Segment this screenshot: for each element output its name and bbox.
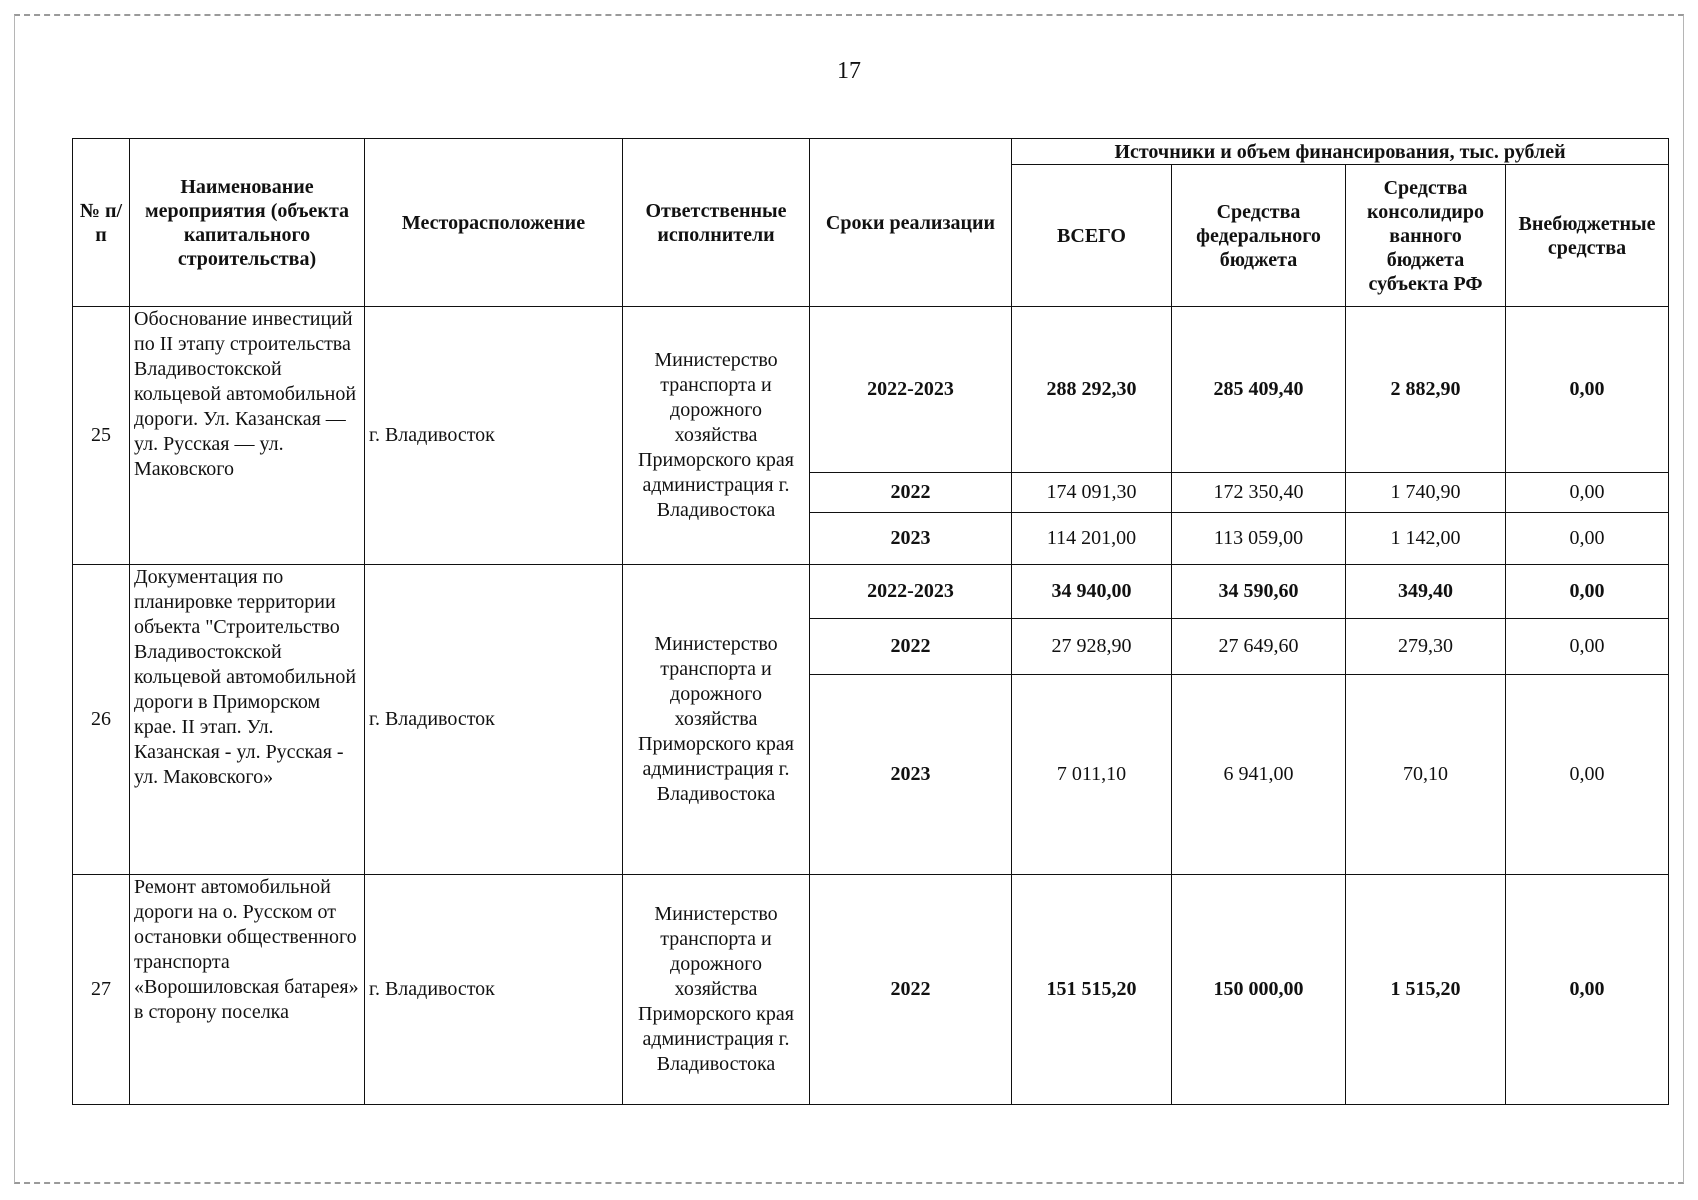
row-name: Ремонт автомобильной дороги на о. Русском от остановки общественного транспорта «Ворошиловская батарея» в сторону поселка — [130, 875, 365, 1105]
header-period: Сроки реализации — [810, 139, 1012, 307]
row-name: Документация по планировке территории объекта "Строительство Владивостокской кольцевой автомобильной дороги в Приморском крае. II этап. Ул. Казанская - ул. Русская - ул. Маковского» — [130, 565, 365, 875]
row-consolidated: 279,30 — [1346, 619, 1506, 675]
table-row — [73, 875, 1669, 1105]
row-period: 2023 — [810, 513, 1012, 565]
row-period: 2022 — [810, 875, 1012, 1105]
row-responsible: Министерство транспорта и дорожного хозяйства Приморского края администрация г. Владивостока — [623, 565, 810, 875]
row-name: Обоснование инвестиций по II этапу строительства Владивостокской кольцевой автомобильной дороги. Ул. Казанская — ул. Русская — ул. Маковского — [130, 307, 365, 565]
row-consolidated: 1 142,00 — [1346, 513, 1506, 565]
row-total: 34 940,00 — [1012, 565, 1172, 619]
table-row — [73, 565, 1669, 619]
row-extrabudget: 0,00 — [1506, 675, 1669, 875]
row-total: 7 011,10 — [1012, 675, 1172, 875]
row-period: 2022-2023 — [810, 307, 1012, 473]
row-extrabudget: 0,00 — [1506, 513, 1669, 565]
row-num: 25 — [73, 307, 130, 565]
row-extrabudget: 0,00 — [1506, 307, 1669, 473]
header-num: № п/п — [73, 139, 130, 307]
row-consolidated: 70,10 — [1346, 675, 1506, 875]
row-period: 2022 — [810, 473, 1012, 513]
row-total: 288 292,30 — [1012, 307, 1172, 473]
row-period: 2022-2023 — [810, 565, 1012, 619]
header-extrabudget: Внебюджетные средства — [1506, 165, 1669, 307]
header-total: ВСЕГО — [1012, 165, 1172, 307]
row-extrabudget: 0,00 — [1506, 619, 1669, 675]
row-total: 27 928,90 — [1012, 619, 1172, 675]
row-location: г. Владивосток — [365, 565, 623, 875]
header-federal: Средства федерального бюджета — [1172, 165, 1346, 307]
row-federal: 285 409,40 — [1172, 307, 1346, 473]
row-federal: 172 350,40 — [1172, 473, 1346, 513]
row-extrabudget: 0,00 — [1506, 875, 1669, 1105]
row-num: 26 — [73, 565, 130, 875]
row-period: 2022 — [810, 619, 1012, 675]
row-consolidated: 349,40 — [1346, 565, 1506, 619]
row-total: 151 515,20 — [1012, 875, 1172, 1105]
row-federal: 27 649,60 — [1172, 619, 1346, 675]
header-location: Месторасположение — [365, 139, 623, 307]
row-consolidated: 2 882,90 — [1346, 307, 1506, 473]
table-row — [73, 307, 1669, 473]
row-period: 2023 — [810, 675, 1012, 875]
row-location: г. Владивосток — [365, 307, 623, 565]
row-federal: 150 000,00 — [1172, 875, 1346, 1105]
header-consolidated: Средства консолидиро ванного бюджета субъекта РФ — [1346, 165, 1506, 307]
row-total: 174 091,30 — [1012, 473, 1172, 513]
row-consolidated: 1 740,90 — [1346, 473, 1506, 513]
row-responsible: Министерство транспорта и дорожного хозяйства Приморского края администрация г. Владивостока — [623, 875, 810, 1105]
row-federal: 6 941,00 — [1172, 675, 1346, 875]
row-total: 114 201,00 — [1012, 513, 1172, 565]
financing-table — [72, 138, 1669, 1105]
header-sources-group: Источники и объем финансирования, тыс. рублей — [1012, 139, 1669, 165]
row-responsible: Министерство транспорта и дорожного хозяйства Приморского края администрация г. Владивостока — [623, 307, 810, 565]
row-federal: 34 590,60 — [1172, 565, 1346, 619]
row-num: 27 — [73, 875, 130, 1105]
row-consolidated: 1 515,20 — [1346, 875, 1506, 1105]
row-federal: 113 059,00 — [1172, 513, 1346, 565]
header-responsible: Ответственные исполнители — [623, 139, 810, 307]
row-extrabudget: 0,00 — [1506, 565, 1669, 619]
row-location: г. Владивосток — [365, 875, 623, 1105]
page-number: 17 — [837, 58, 861, 84]
row-extrabudget: 0,00 — [1506, 473, 1669, 513]
header-name: Наименование мероприятия (объекта капитального строительства) — [130, 139, 365, 307]
